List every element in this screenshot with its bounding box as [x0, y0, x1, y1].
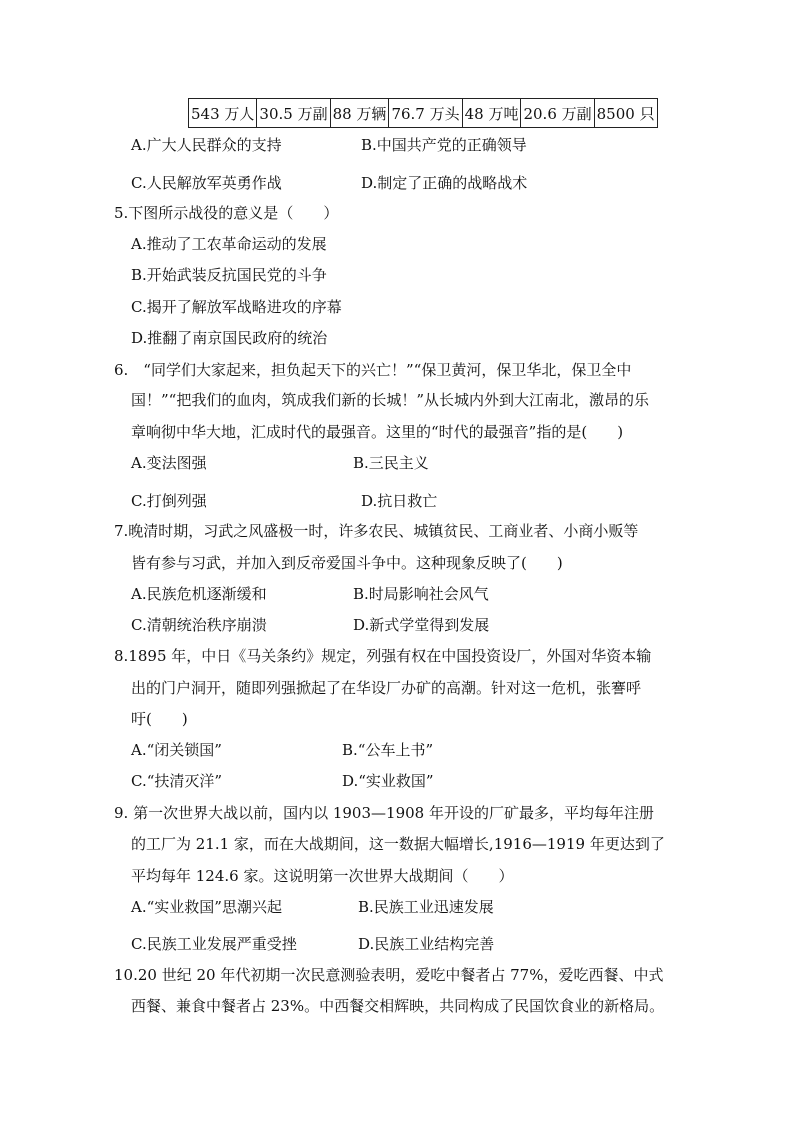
- q6-stem-line2: 国！”“把我们的血肉，筑成我们新的长城！”从长城内外到大江南北，激昂的乐: [131, 391, 650, 409]
- q6-option-b[interactable]: B.三民主义: [353, 454, 429, 472]
- table-cell: 76.7 万头: [389, 99, 462, 128]
- q8-option-b[interactable]: B.“公车上书”: [342, 741, 434, 759]
- q9-option-a[interactable]: A.“实业救国”思潮兴起: [131, 898, 282, 916]
- q8-option-d[interactable]: D.“实业救国”: [342, 772, 434, 790]
- q5-option-b[interactable]: B.开始武装反抗国民党的斗争: [131, 266, 327, 284]
- q6-option-a[interactable]: A.变法图强: [131, 454, 207, 472]
- q7-option-c[interactable]: C.清朝统治秩序崩溃: [131, 616, 267, 634]
- q4-option-b[interactable]: B.中国共产党的正确领导: [361, 136, 527, 154]
- q8-option-c[interactable]: C.“扶清灭洋”: [131, 772, 223, 790]
- q4-option-d[interactable]: D.制定了正确的战略战术: [361, 174, 528, 192]
- q8-stem-line2: 出的门户洞开，随即列强掀起了在华设厂办矿的高潮。针对这一危机，张謇呼: [131, 679, 642, 697]
- q5-stem: 5.下图所示战役的意义是（ ）: [114, 204, 339, 222]
- q7-option-b[interactable]: B.时局影响社会风气: [353, 585, 489, 603]
- q9-stem-line2: 的工厂为 21.1 家，而在大战期间，这一数据大幅增长,1916—1919 年更达到了: [131, 835, 665, 853]
- q6-option-d[interactable]: D.抗日救亡: [361, 492, 438, 510]
- supply-table: [188, 98, 658, 128]
- q8-stem-line3: 吁( ): [131, 710, 188, 728]
- table-cell: 30.5 万副: [257, 99, 330, 128]
- q8-stem-line1: 8.1895 年，中日《马关条约》规定，列强有权在中国投资设厂，外国对华资本输: [114, 647, 652, 665]
- q9-option-d[interactable]: D.民族工业结构完善: [358, 935, 495, 953]
- q7-option-d[interactable]: D.新式学堂得到发展: [353, 616, 490, 634]
- q4-option-a[interactable]: A.广大人民群众的支持: [131, 136, 282, 154]
- q10-stem-line1: 10.20 世纪 20 年代初期一次民意测验表明，爱吃中餐者占 77%，爱吃西餐、中式: [114, 966, 664, 984]
- q5-option-d[interactable]: D.推翻了南京国民政府的统治: [131, 329, 328, 347]
- q7-option-a[interactable]: A.民族危机逐渐缓和: [131, 585, 267, 603]
- q9-option-b[interactable]: B.民族工业迅速发展: [358, 898, 494, 916]
- q9-stem-line3: 平均每年 124.6 家。这说明第一次世界大战期间（ ）: [131, 867, 514, 885]
- q7-stem-line2: 皆有参与习武，并加入到反帝爱国斗争中。这种现象反映了( ): [131, 554, 563, 572]
- q6-stem-line1: 6. “同学们大家起来，担负起天下的兴亡！”“保卫黄河，保卫华北，保卫全中: [114, 361, 632, 379]
- q6-option-c[interactable]: C.打倒列强: [131, 492, 207, 510]
- table-cell: 543 万人: [189, 99, 257, 128]
- table-cell: 8500 只: [594, 99, 657, 128]
- q9-stem-line1: 9. 第一次世界大战以前，国内以 1903—1908 年开设的厂矿最多，平均每年注册: [114, 804, 654, 822]
- q6-stem-line3: 章响彻中华大地，汇成时代的最强音。这里的“时代的最强音”指的是( ): [131, 423, 624, 441]
- table-cell: 48 万吨: [462, 99, 521, 128]
- q7-stem-line1: 7.晚清时期，习武之风盛极一时，许多农民、城镇贫民、工商业者、小商小贩等: [114, 522, 639, 540]
- q8-option-a[interactable]: A.“闭关锁国”: [131, 741, 222, 759]
- table-cell: 88 万辆: [330, 99, 389, 128]
- q10-stem-line2: 西餐、兼食中餐者占 23%。中西餐交相辉映，共同构成了民国饮食业的新格局。: [131, 997, 665, 1015]
- q5-option-a[interactable]: A.推动了工农革命运动的发展: [131, 235, 327, 253]
- table-row: [189, 99, 658, 128]
- table-cell: 20.6 万副: [521, 99, 594, 128]
- q9-option-c[interactable]: C.民族工业发展严重受挫: [131, 935, 297, 953]
- q4-option-c[interactable]: C.人民解放军英勇作战: [131, 174, 282, 192]
- q5-option-c[interactable]: C.揭开了解放军战略进攻的序幕: [131, 298, 342, 316]
